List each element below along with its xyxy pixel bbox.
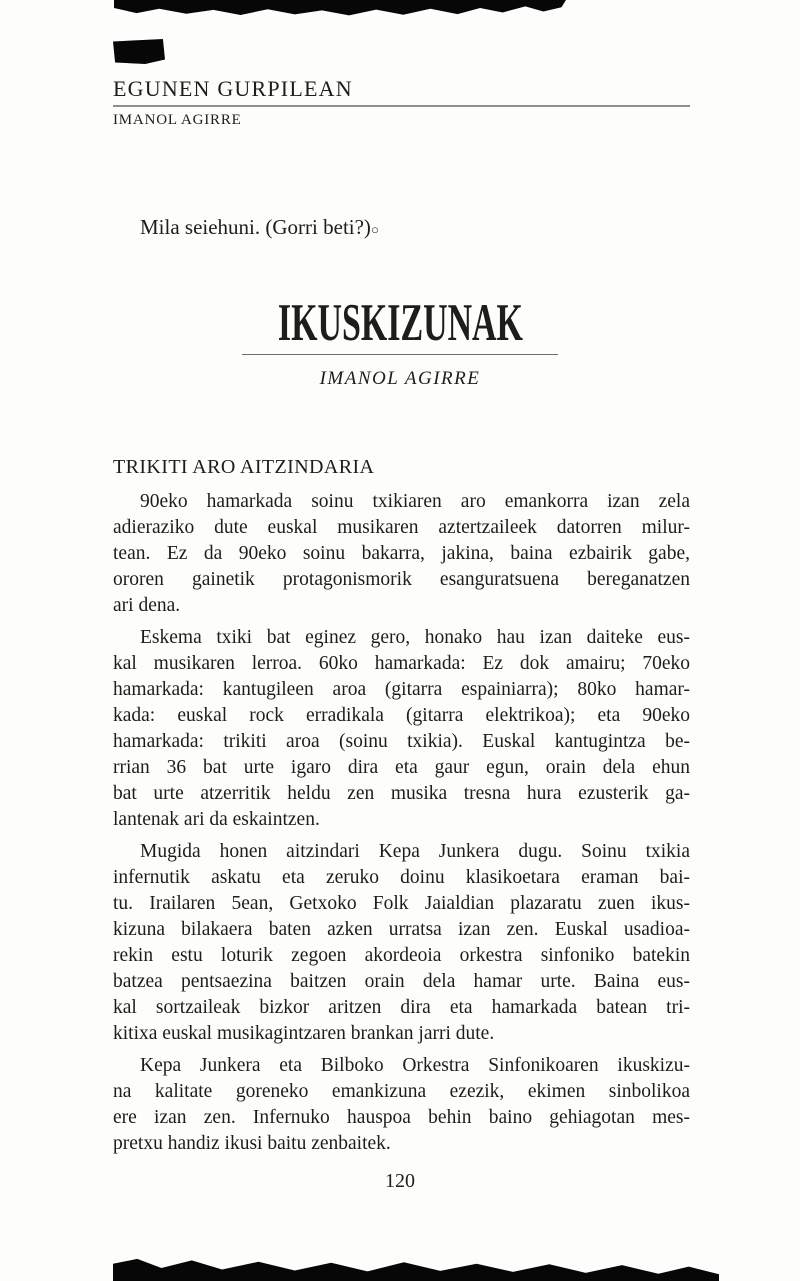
text-line: ari dena.	[113, 595, 181, 616]
text-line: pretxu handiz ikusi baitu zenbaitek.	[113, 1133, 391, 1154]
text-line: na kalitate goreneko emankizuna ezezik, ekimen sinbolikoa	[113, 1081, 690, 1102]
text-line: hamarkada: trikiti aroa (soinu txikia). Euskal kantugintza be-	[113, 731, 690, 752]
text-line: Eskema txiki bat eginez gero, honako hau izan daiteke eus-	[140, 627, 690, 648]
text-line: ororen gainetik protagonismorik esanguratsuena bereganatzen	[113, 569, 690, 590]
text-line: bat urte atzerritik heldu zen musika tresna hura ezusterik ga-	[113, 783, 690, 804]
lead-line	[140, 213, 379, 244]
end-of-section-marker-icon: ○	[370, 222, 379, 237]
text-line: rrian 36 bat urte igaro dira eta gaur egun, orain dela ehun	[113, 757, 690, 778]
article-body	[113, 489, 690, 1163]
paragraph	[113, 489, 690, 619]
paragraph	[113, 1053, 690, 1157]
running-header	[113, 76, 690, 129]
text-line: tu. Irailaren 5ean, Getxoko Folk Jaialdian plazaratu zuen ikus-	[113, 893, 690, 914]
paragraph	[113, 625, 690, 833]
lead-line-text: Mila seiehuni. (Gorri beti?)	[140, 215, 371, 239]
paragraph	[113, 839, 690, 1047]
article-title-block	[0, 294, 800, 390]
text-line: Mugida honen aitzindari Kepa Junkera dugu. Soinu txikia	[140, 841, 690, 862]
running-header-author: IMANOL AGIRRE	[113, 112, 242, 128]
text-line: kitixa euskal musikagintzaren brankan jarri dute.	[113, 1023, 495, 1044]
text-line: adieraziko dute euskal musikaren aztertzaileek datorren milur-	[113, 517, 690, 538]
text-line: batzea pentsaezina baitzen orain dela hamar urte. Baina eus-	[113, 971, 690, 992]
scan-artifact-blob	[113, 39, 165, 64]
text-line: lantenak ari da eskaintzen.	[113, 809, 320, 830]
text-line: tean. Ez da 90eko soinu bakarra, jakina, baina ezbairik gabe,	[113, 543, 690, 564]
text-line: Kepa Junkera eta Bilboko Orkestra Sinfonikoaren ikuskizu-	[140, 1055, 690, 1076]
text-line: rekin estu loturik zegoen akordeoia orkestra sinfoniko batekin	[113, 945, 690, 966]
section-heading: TRIKITI ARO AITZINDARIA	[113, 456, 375, 478]
running-header-rule	[113, 105, 690, 107]
article-byline: IMANOL AGIRRE	[319, 368, 481, 389]
text-line: kada: euskal rock erradikala (gitarra elektrikoa); eta 90eko	[113, 705, 690, 726]
scan-artifact-top	[114, 0, 566, 16]
title-rule	[242, 354, 558, 355]
page-number: 120	[385, 1170, 415, 1192]
running-header-series-title: EGUNEN GURPILEAN	[113, 76, 353, 101]
text-line: ere izan zen. Infernuko hauspoa behin baino gehiagotan mes-	[113, 1107, 690, 1128]
text-line: kizuna bilakaera baten azken urratsa izan zen. Euskal usadioa-	[113, 919, 690, 940]
text-line: 90eko hamarkada soinu txikiaren aro emankorra izan zela	[140, 491, 690, 512]
text-line: kal musikaren lerroa. 60ko hamarkada: Ez dok amairu; 70eko	[113, 653, 690, 674]
scan-artifact-bottom	[113, 1257, 719, 1281]
text-line: kal sortzaileak bizkor aritzen dira eta hamarkada batean tri-	[113, 997, 690, 1018]
text-line: hamarkada: kantugileen aroa (gitarra espainiarra); 80ko hamar-	[113, 679, 690, 700]
article-title: IKUSKIZUNAK	[277, 294, 523, 352]
text-line: infernutik askatu eta zeruko doinu klasikoetara eraman bai-	[113, 867, 690, 888]
